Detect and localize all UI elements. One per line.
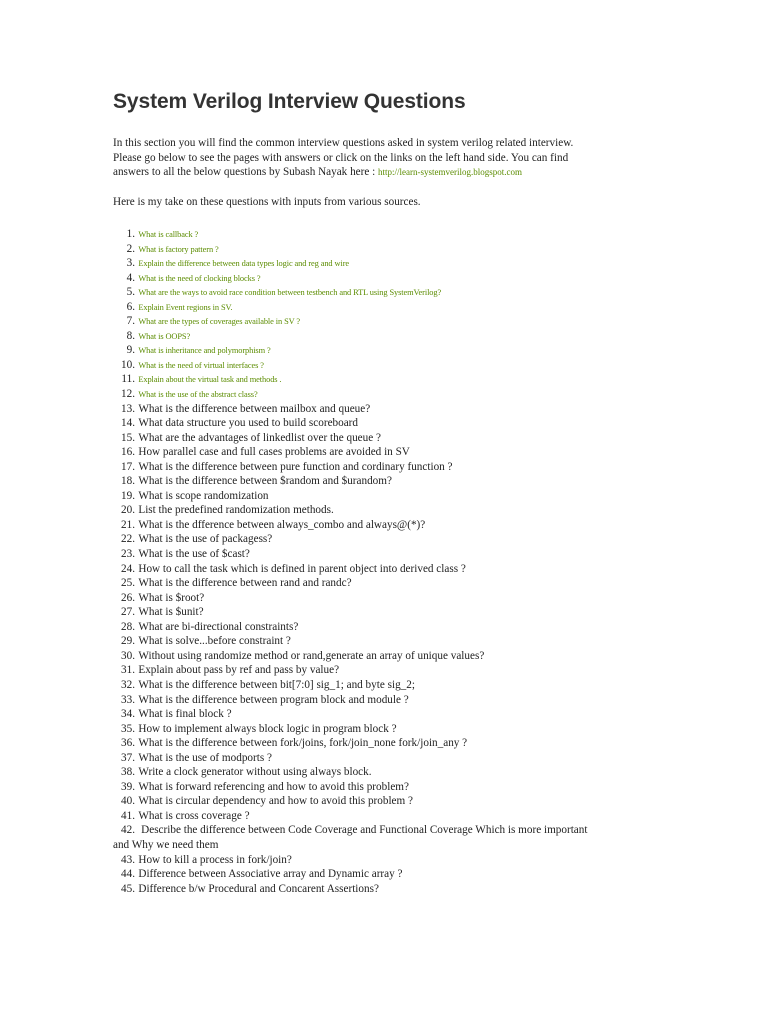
question-item[interactable] (113, 300, 658, 315)
intro-line-1: In this section you will find the common interview questions asked in system verilog related interview. (113, 137, 574, 149)
question-link[interactable]: What is factory pattern ? (138, 244, 219, 254)
question-number: 42. (121, 824, 135, 837)
question-text: What data structure you used to build scoreboard (138, 417, 359, 430)
question-text: What is the use of modports ? (138, 751, 272, 764)
question-number: 15. (121, 431, 135, 444)
question-text: Difference b/w Procedural and Concarent Assertions? (138, 882, 379, 895)
question-item[interactable] (113, 329, 658, 344)
question-item (113, 678, 658, 693)
question-number: 10. (121, 358, 135, 371)
question-number: 31. (121, 664, 135, 677)
question-text: How to call the task which is defined in parent object into derived class ? (138, 562, 466, 575)
question-text: What is the difference between mailbox and queue? (138, 402, 371, 415)
question-item[interactable] (113, 343, 658, 358)
question-item[interactable] (113, 256, 658, 271)
question-link[interactable]: Explain Event regions in SV. (138, 302, 233, 312)
question-item (113, 591, 658, 606)
question-text: Without using randomize method or rand,generate an array of unique values? (138, 649, 485, 662)
question-text: What is the difference between $random and $urandom? (138, 475, 392, 488)
question-link[interactable]: What is inheritance and polymorphism ? (138, 346, 271, 356)
intro-line-2: Please go below to see the pages with answers or click on the links on the left hand side. You can find (113, 151, 569, 164)
question-text: What is the difference between program block and module ? (138, 693, 409, 706)
question-text: List the predefined randomization methods. (138, 504, 334, 517)
question-item (113, 605, 658, 620)
question-number: 44. (121, 868, 135, 881)
question-item (113, 402, 658, 417)
question-text: Describe the difference between Code Coverage and Functional Coverage Which is more important (138, 824, 588, 837)
question-text: What is the difference between fork/joins, fork/join_none fork/join_any ? (138, 737, 468, 750)
question-text: What is $root? (138, 591, 205, 604)
question-text: What are the advantages of linkedlist over the queue ? (138, 431, 381, 444)
question-item (113, 853, 658, 868)
question-number: 4. (126, 271, 135, 284)
question-text-continued: and Why we need them (113, 838, 219, 851)
question-number: 43. (121, 853, 135, 866)
question-number: 32. (121, 678, 135, 691)
question-text: How to kill a process in fork/join? (138, 853, 292, 866)
question-link[interactable]: What is OOPS? (138, 331, 191, 341)
question-item (113, 867, 658, 882)
question-number: 5. (126, 286, 135, 299)
question-item[interactable] (113, 285, 658, 300)
question-number: 36. (121, 737, 135, 750)
question-item (113, 780, 658, 795)
question-text: Difference between Associative array and Dynamic array ? (138, 868, 403, 881)
question-text: What is scope randomization (138, 489, 269, 502)
question-number: 29. (121, 635, 135, 648)
question-number: 34. (121, 708, 135, 721)
question-item (113, 693, 658, 708)
question-item (113, 489, 658, 504)
question-text: What is the dfference between always_combo and always@(*)? (138, 518, 426, 531)
question-item (113, 765, 658, 780)
question-item (113, 503, 658, 518)
question-item (113, 445, 658, 460)
question-number: 9. (126, 344, 135, 357)
question-number: 38. (121, 766, 135, 779)
question-item (113, 634, 658, 649)
question-item (113, 474, 658, 489)
question-number: 11. (121, 373, 135, 386)
blog-link[interactable]: http://learn-systemverilog.blogspot.com (378, 167, 523, 178)
question-text: What is the use of $cast? (138, 548, 250, 561)
question-number: 16. (121, 446, 135, 459)
question-item (113, 620, 658, 635)
question-text: What is the difference between rand and randc? (138, 577, 352, 590)
question-item[interactable] (113, 242, 658, 257)
question-item (113, 460, 658, 475)
question-text: Explain about pass by ref and pass by value? (138, 664, 340, 677)
question-number: 41. (121, 809, 135, 822)
question-item (113, 562, 658, 577)
question-number: 3. (126, 257, 135, 270)
question-text: What is cross coverage ? (138, 809, 250, 822)
question-item (113, 823, 658, 852)
question-item (113, 431, 658, 446)
question-number: 37. (121, 751, 135, 764)
question-link[interactable]: Explain about the virtual task and methods . (138, 375, 282, 385)
question-number: 1. (126, 228, 135, 240)
intro-line-3-text: answers to all the below questions by Subash Nayak here : (113, 166, 379, 179)
question-item (113, 649, 658, 664)
question-text: What is solve...before constraint ? (138, 635, 291, 648)
question-number: 39. (121, 780, 135, 793)
question-item (113, 736, 658, 751)
question-text: What is the use of packagess? (138, 533, 273, 546)
question-number: 28. (121, 620, 135, 633)
question-item (113, 751, 658, 766)
question-item[interactable] (113, 314, 658, 329)
question-text: What is the difference between bit[7:0] sig_1; and byte sig_2; (138, 678, 415, 691)
question-number: 19. (121, 489, 135, 502)
question-item (113, 722, 658, 737)
question-text: How to implement always block logic in program block ? (138, 722, 397, 735)
question-number: 26. (121, 591, 135, 604)
question-number: 33. (121, 693, 135, 706)
question-link[interactable]: What is callback ? (138, 230, 199, 239)
question-number: 14. (121, 417, 135, 430)
question-number: 22. (121, 533, 135, 546)
question-number: 45. (121, 882, 135, 895)
question-text: What are bi-directional constraints? (138, 620, 299, 633)
question-link[interactable]: What is the use of the abstract class? (138, 390, 258, 400)
question-text: How parallel case and full cases problems are avoided in SV (138, 446, 410, 459)
question-number: 35. (121, 722, 135, 735)
question-number: 21. (121, 518, 135, 531)
question-number: 17. (121, 460, 135, 473)
question-item (113, 882, 658, 897)
take-sentence: Here is my take on these questions with inputs from various sources. (113, 196, 421, 208)
question-number: 13. (121, 402, 135, 415)
question-item[interactable] (113, 372, 658, 387)
page-title: System Verilog Interview Questions (113, 90, 466, 113)
question-item (113, 707, 658, 722)
question-number: 12. (121, 388, 135, 401)
question-text: Write a clock generator without using always block. (138, 766, 372, 779)
question-item (113, 576, 658, 591)
question-number: 8. (126, 329, 135, 342)
question-item (113, 663, 658, 678)
question-link[interactable]: What are the types of coverages available in SV ? (138, 317, 301, 327)
question-number: 7. (126, 315, 135, 328)
question-text: What is $unit? (138, 606, 204, 619)
question-text: What is the difference between pure function and cordinary function ? (138, 460, 453, 473)
question-item[interactable] (113, 271, 658, 286)
question-number: 30. (121, 649, 135, 662)
question-text: What is forward referencing and how to avoid this problem? (138, 780, 409, 793)
intro-line-3 (113, 165, 658, 180)
question-link[interactable]: Explain the difference between data types logic and reg and wire (138, 259, 349, 269)
question-link[interactable]: What is the need of clocking blocks ? (138, 273, 261, 283)
intro-paragraph (113, 136, 658, 180)
question-item (113, 547, 658, 562)
question-link[interactable]: What are the ways to avoid race condition between testbench and RTL using SystemVerilog? (138, 288, 442, 298)
question-number: 6. (126, 300, 135, 313)
question-text: What is circular dependency and how to avoid this problem ? (138, 795, 413, 808)
question-item[interactable] (113, 227, 658, 242)
question-item (113, 809, 658, 824)
question-number: 24. (121, 562, 135, 575)
question-item[interactable] (113, 387, 658, 402)
question-number: 40. (121, 795, 135, 808)
question-text: What is final block ? (138, 708, 232, 721)
question-list (113, 227, 658, 896)
question-number: 27. (121, 606, 135, 619)
question-link[interactable]: What is the need of virtual interfaces ? (138, 360, 264, 370)
question-item (113, 518, 658, 533)
question-item[interactable] (113, 358, 658, 373)
question-number: 23. (121, 548, 135, 561)
question-number: 18. (121, 475, 135, 488)
question-number: 20. (121, 504, 135, 517)
question-number: 2. (126, 242, 135, 255)
question-item (113, 794, 658, 809)
question-number: 25. (121, 577, 135, 590)
question-item (113, 416, 658, 431)
question-item (113, 532, 658, 547)
